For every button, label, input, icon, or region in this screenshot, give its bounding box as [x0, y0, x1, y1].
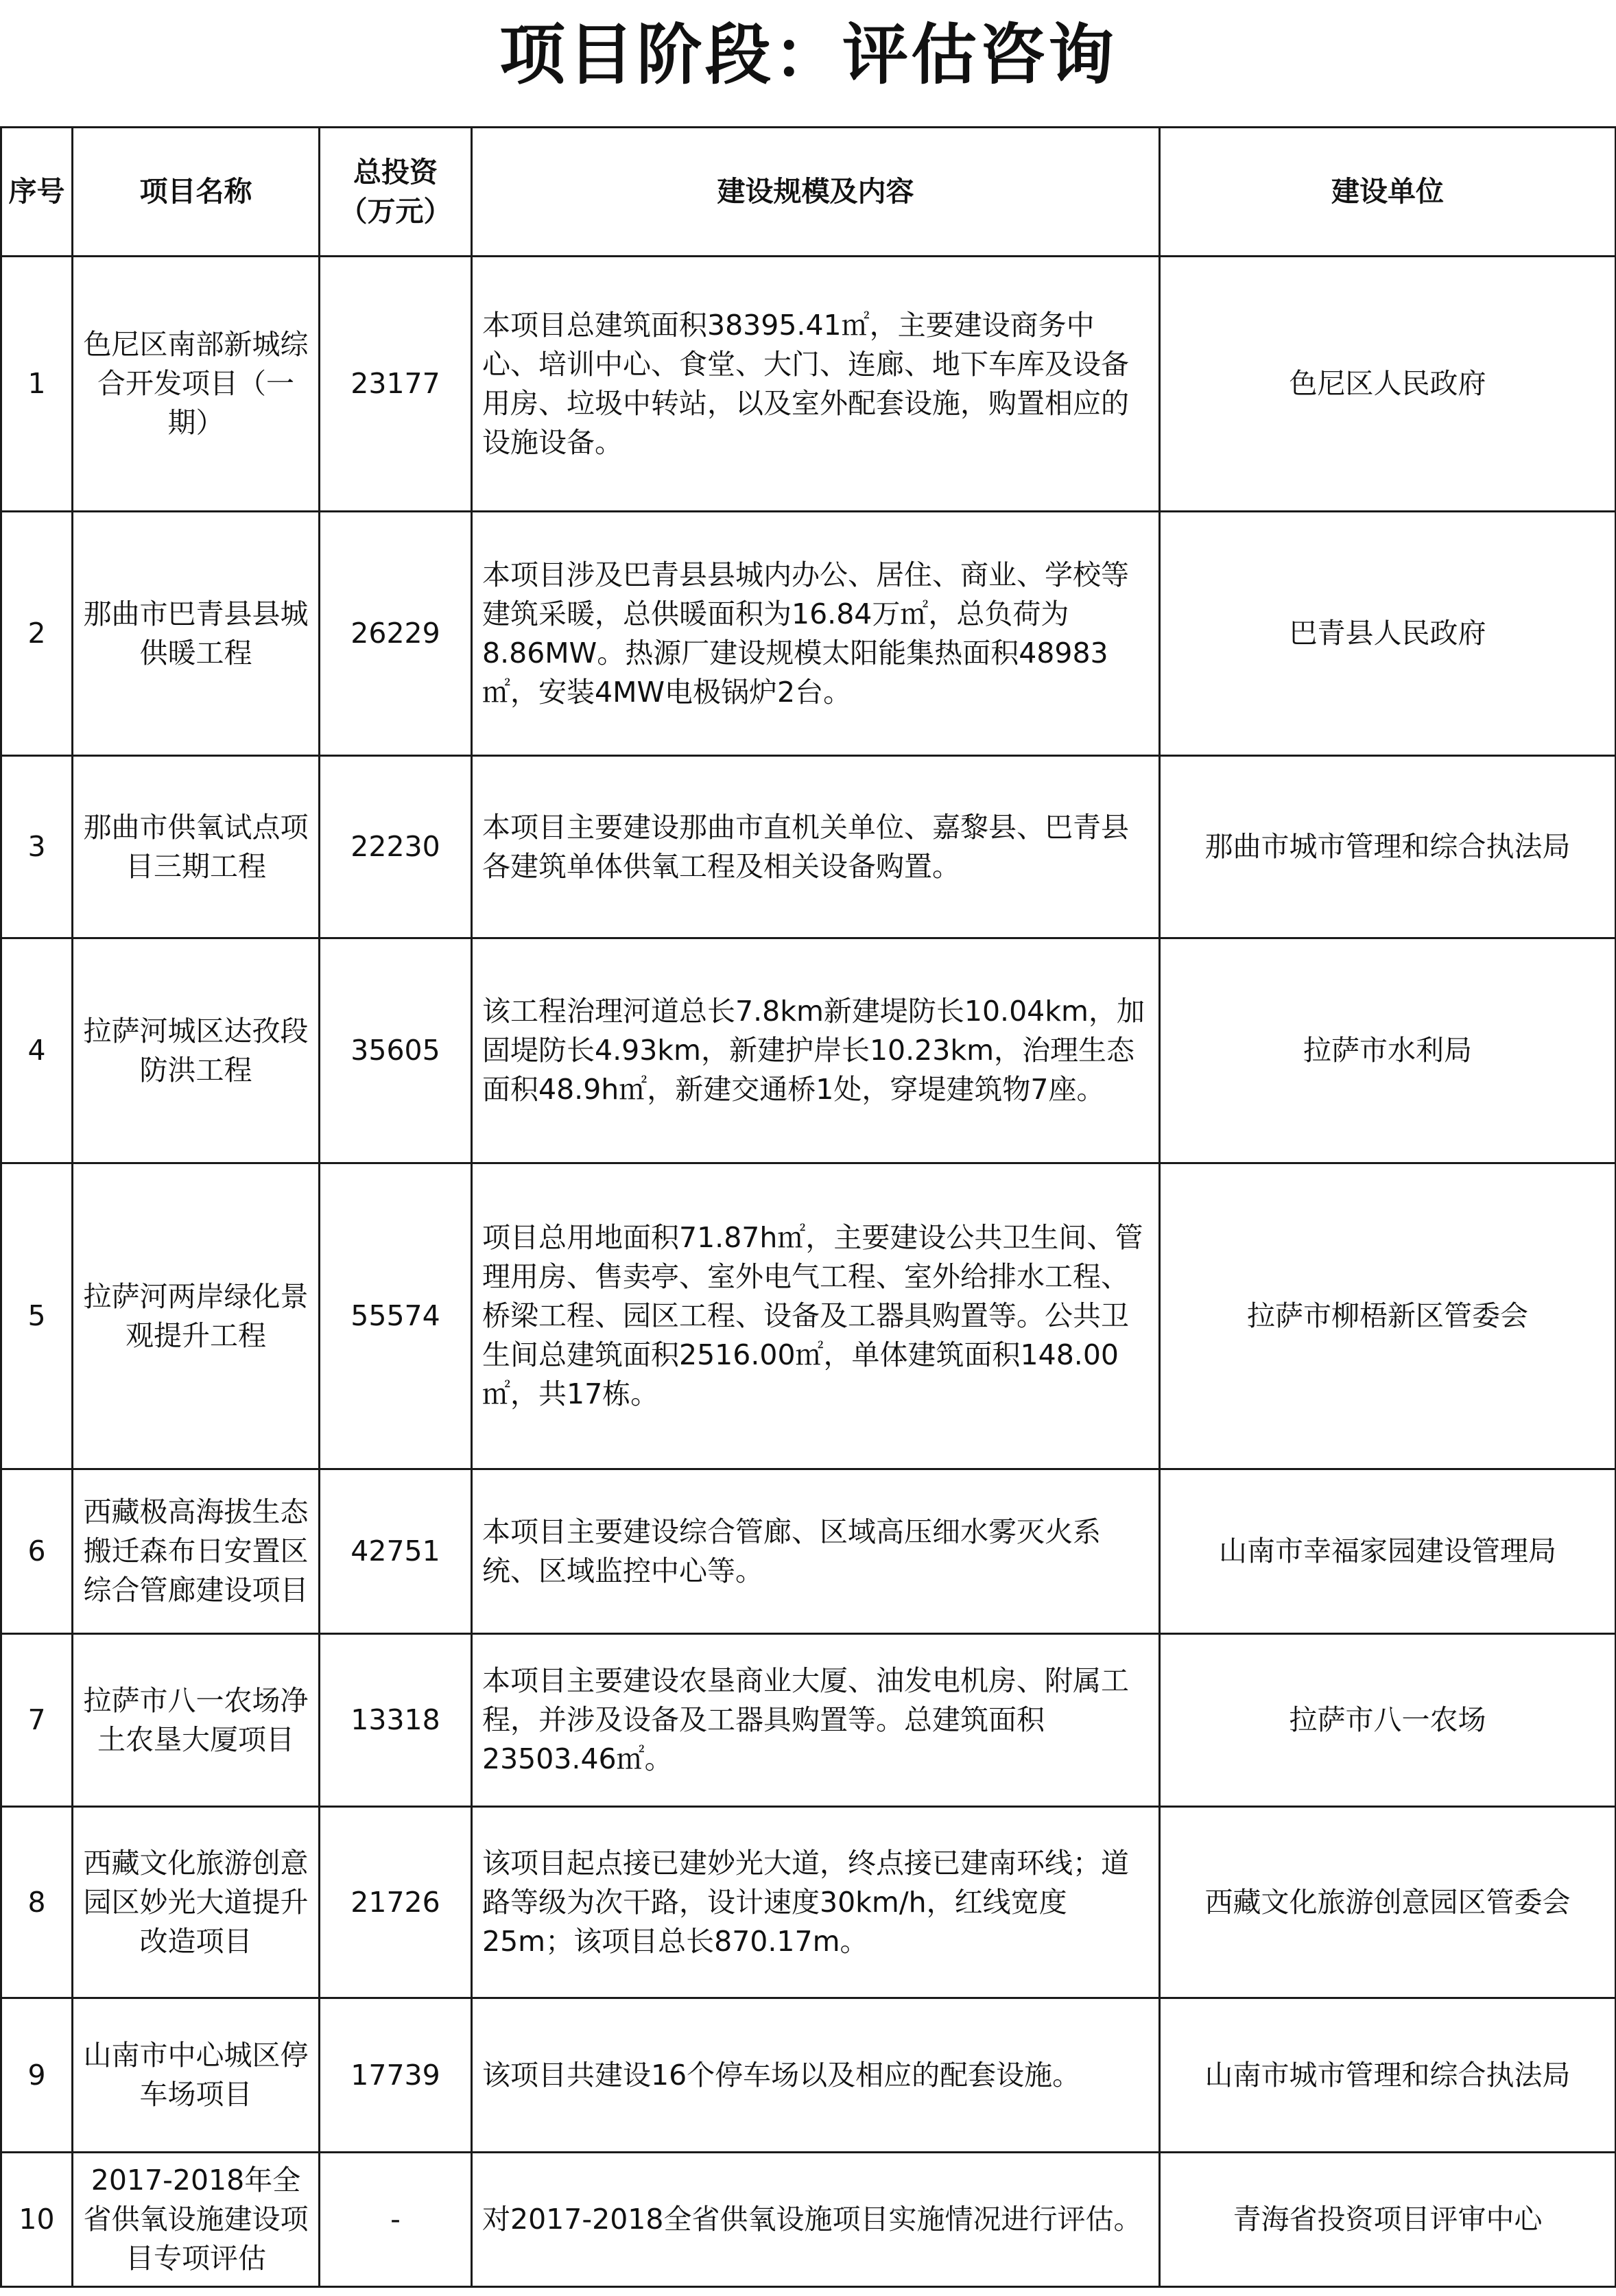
- row-index: 4: [1, 938, 73, 1163]
- row-unit: 拉萨市八一农场: [1160, 1634, 1616, 1807]
- row-project-name: 拉萨河两岸绿化景观提升工程: [73, 1163, 320, 1469]
- table-header-row: [1, 128, 1616, 257]
- header-index: 序号: [1, 128, 73, 257]
- row-index: 5: [1, 1163, 73, 1469]
- row-unit: 山南市幸福家园建设管理局: [1160, 1469, 1616, 1634]
- header-investment-line1: 总投资: [353, 155, 438, 189]
- row-project-name: 那曲市供氧试点项目三期工程: [73, 756, 320, 938]
- row-investment: 13318: [320, 1634, 472, 1807]
- header-unit: 建设单位: [1160, 128, 1616, 257]
- row-index: 2: [1, 512, 73, 756]
- row-scope: 本项目主要建设综合管廊、区域高压细水雾灭火系统、区域监控中心等。: [472, 1469, 1160, 1634]
- row-unit: 青海省投资项目评审中心: [1160, 2153, 1616, 2287]
- row-unit: 山南市城市管理和综合执法局: [1160, 1998, 1616, 2153]
- row-scope: 本项目主要建设那曲市直机关单位、嘉黎县、巴青县各建筑单体供氧工程及相关设备购置。: [472, 756, 1160, 938]
- table-row: [1, 257, 1616, 512]
- table-row: [1, 1469, 1616, 1634]
- row-scope: 项目总用地面积71.87h㎡，主要建设公共卫生间、管理用房、售卖亭、室外电气工程、室外给排水工程、桥梁工程、园区工程、设备及工器具购置等。公共卫生间总建筑面积2516.00㎡，单体建筑面积148.00㎡，共17栋。: [472, 1163, 1160, 1469]
- row-scope: 本项目主要建设农垦商业大厦、油发电机房、附属工程，并涉及设备及工器具购置等。总建筑面积23503.46㎡。: [472, 1634, 1160, 1807]
- row-scope: 对2017-2018全省供氧设施项目实施情况进行评估。: [472, 2153, 1160, 2287]
- page-title: 项目阶段：评估咨询: [499, 16, 1117, 93]
- row-unit: 那曲市城市管理和综合执法局: [1160, 756, 1616, 938]
- row-scope: 该项目共建设16个停车场以及相应的配套设施。: [472, 1998, 1160, 2153]
- row-scope: 该项目起点接已建妙光大道，终点接已建南环线；道路等级为次干路，设计速度30km/h，红线宽度25m；该项目总长870.17m。: [472, 1807, 1160, 1998]
- table-row: [1, 1807, 1616, 1998]
- row-project-name: 拉萨河城区达孜段防洪工程: [73, 938, 320, 1163]
- row-investment: -: [320, 2153, 472, 2287]
- row-project-name: 2017-2018年全省供氧设施建设项目专项评估: [73, 2153, 320, 2287]
- row-scope: 该工程治理河道总长7.8km新建堤防长10.04km，加固堤防长4.93km，新建护岸长10.23km，治理生态面积48.9h㎡，新建交通桥1处，穿堤建筑物7座。: [472, 938, 1160, 1163]
- table-row: [1, 938, 1616, 1163]
- table-row: [1, 1998, 1616, 2153]
- row-investment: 17739: [320, 1998, 472, 2153]
- row-investment: 22230: [320, 756, 472, 938]
- table-row: [1, 1163, 1616, 1469]
- row-project-name: 拉萨市八一农场净土农垦大厦项目: [73, 1634, 320, 1807]
- row-index: 3: [1, 756, 73, 938]
- row-index: 8: [1, 1807, 73, 1998]
- row-investment: 55574: [320, 1163, 472, 1469]
- row-unit: 拉萨市柳梧新区管委会: [1160, 1163, 1616, 1469]
- table-row: [1, 2153, 1616, 2287]
- header-name: 项目名称: [73, 128, 320, 257]
- row-investment: 21726: [320, 1807, 472, 1998]
- row-project-name: 色尼区南部新城综合开发项目（一期）: [73, 257, 320, 512]
- table-row: [1, 756, 1616, 938]
- row-investment: 23177: [320, 257, 472, 512]
- row-index: 6: [1, 1469, 73, 1634]
- row-investment: 42751: [320, 1469, 472, 1634]
- header-scope: 建设规模及内容: [472, 128, 1160, 257]
- row-investment: 35605: [320, 938, 472, 1163]
- row-investment: 26229: [320, 512, 472, 756]
- header-investment-line2: （万元）: [339, 194, 452, 228]
- row-unit: 拉萨市水利局: [1160, 938, 1616, 1163]
- table-row: [1, 512, 1616, 756]
- row-unit: 巴青县人民政府: [1160, 512, 1616, 756]
- row-unit: 色尼区人民政府: [1160, 257, 1616, 512]
- row-index: 1: [1, 257, 73, 512]
- row-index: 10: [1, 2153, 73, 2287]
- row-unit: 西藏文化旅游创意园区管委会: [1160, 1807, 1616, 1998]
- row-index: 9: [1, 1998, 73, 2153]
- row-project-name: 那曲市巴青县县城供暖工程: [73, 512, 320, 756]
- row-project-name: 西藏极高海拔生态搬迁森布日安置区综合管廊建设项目: [73, 1469, 320, 1634]
- row-scope: 本项目总建筑面积38395.41㎡，主要建设商务中心、培训中心、食堂、大门、连廊、地下车库及设备用房、垃圾中转站，以及室外配套设施，购置相应的设施设备。: [472, 257, 1160, 512]
- header-investment: [320, 128, 472, 257]
- row-index: 7: [1, 1634, 73, 1807]
- row-scope: 本项目涉及巴青县县城内办公、居住、商业、学校等建筑采暖，总供暖面积为16.84万㎡，总负荷为8.86MW。热源厂建设规模太阳能集热面积48983㎡，安装4MW电极锅炉2台。: [472, 512, 1160, 756]
- table-row: [1, 1634, 1616, 1807]
- row-project-name: 西藏文化旅游创意园区妙光大道提升改造项目: [73, 1807, 320, 1998]
- row-project-name: 山南市中心城区停车场项目: [73, 1998, 320, 2153]
- project-table: [0, 126, 1616, 2288]
